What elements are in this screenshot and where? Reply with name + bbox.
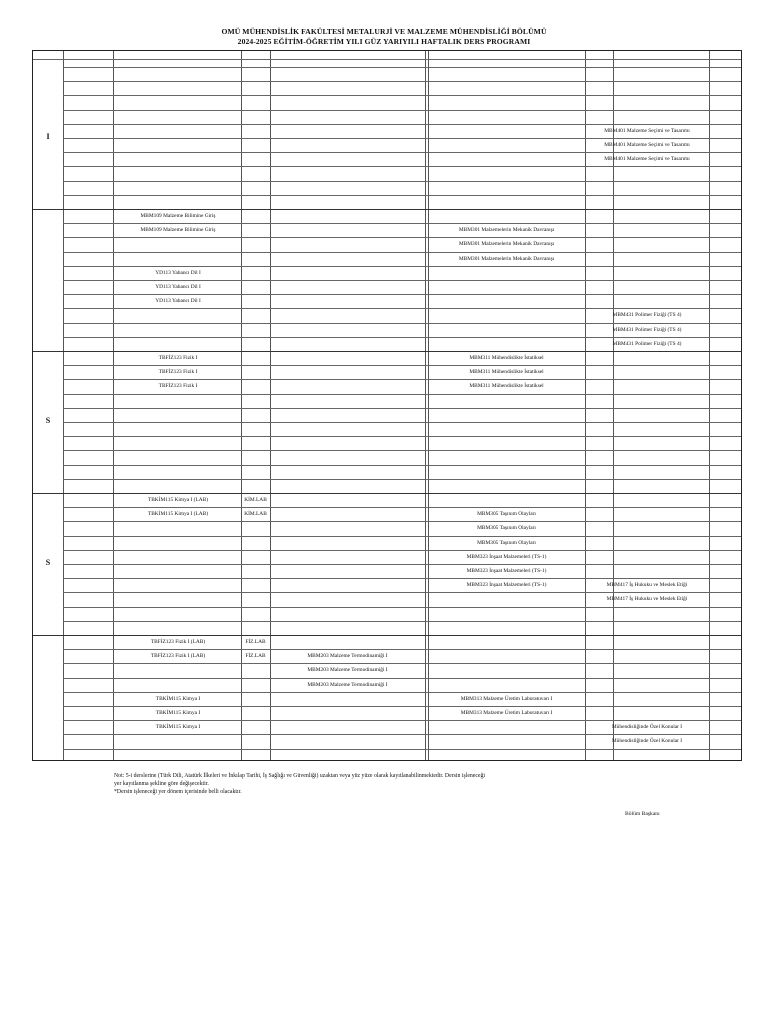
row-divider [63,521,741,522]
course-cell: TBKİM115 Kimya I [155,695,201,702]
course-cell: MBM305 Taşınım Olayları [477,525,536,532]
course-cell: MBM401 Malzeme Seçimi ve Tasarımı [604,127,690,134]
column-divider [113,51,114,760]
course-cell: MBM323 İnşaat Malzemeleri (TS-1) [466,582,547,589]
row-divider [63,81,741,82]
course-cell: YD113 Yabancı Dil I [155,269,201,276]
course-cell: MBM203 Malzeme Termodinamiği I [307,681,388,688]
notes [114,772,574,797]
row-divider [63,465,741,466]
note-line-3: *Dersin işleneceği yer dönem içerisinde belli olacaktır. [114,789,242,796]
column-divider [709,51,710,760]
course-cell: MBM401 Malzeme Seçimi ve Tasarımı [604,142,690,148]
row-divider [63,95,741,96]
column-divider [63,51,64,760]
course-cell: TBFİZ123 Fizik I (LAB) [150,639,206,645]
row-divider [63,436,741,437]
schedule-table [32,50,742,761]
course-cell: YD113 Yabancı Dil I [155,284,201,290]
column-divider [428,51,429,760]
course-cell: Mühendisliğinde Özel Konular I [611,738,683,745]
header-divider [33,59,741,60]
row-divider [63,450,741,451]
course-cell: KİM.LAB [244,511,267,518]
day-label: S [45,558,51,567]
course-cell: MBM417 İş Hukuku ve Meslek Etiği [606,596,688,603]
course-cell: MBM305 Taşınım Olayları [477,511,536,518]
course-cell: MBM313 Malzeme Üretim Laboratuvarı I [460,710,553,716]
row-divider [63,408,741,409]
row-divider [63,237,741,238]
course-cell: FİZ.LAB [245,639,266,645]
course-cell: Mühendisliğinde Özel Konular I [611,724,683,731]
course-cell: TBFİZ123 Fizik I [158,369,198,376]
row-divider [63,422,741,423]
course-cell: MBM431 Polimer Fiziği (TS 4) [612,326,682,333]
document-title: OMÜ MÜHENDİSLİK FAKÜLTESİ METALURJİ VE MALZEME MÜHENDİSLİĞİ BÖLÜMÜ [221,27,547,36]
course-cell: MBM323 İnşaat Malzemeleri (TS-1) [466,553,547,560]
course-cell: FİZ.LAB [245,653,266,660]
row-divider [63,110,741,111]
row-divider [63,550,741,551]
row-divider [63,166,741,167]
course-cell: TBKİM115 Kimya I (LAB) [147,511,209,518]
course-cell: TBKİM115 Kimya I [155,724,201,731]
course-cell: MBM301 Malzemelerin Mekanik Davranışı [458,227,555,234]
course-cell: MBM323 İnşaat Malzemeleri (TS-1) [466,568,547,574]
course-cell: MBM313 Malzeme Üretim Laboratuvarı I [460,695,553,702]
course-cell: TBFİZ123 Fizik I (LAB) [150,653,206,660]
course-cell: TBKİM115 Kimya I [155,710,201,716]
row-divider [63,479,741,480]
course-cell: MBM311 Mühendislikte İstatiksel [469,355,544,361]
row-divider [63,536,741,537]
course-cell: MBM109 Malzeme Bilimine Giriş [140,227,216,234]
note-line-1: Not: 5-i derslerine (Türk Dili, Atatürk İlkeleri ve İnkılap Tarihi, İş Sağlığı ve Güvenliği) uzaktan veya yüz yüze olarak kayıtlanabilinmektedir. Dersin işleneceği [114,773,486,779]
course-cell: TBKİM115 Kimya I (LAB) [147,497,209,503]
document-subtitle: 2024-2025 EĞİTİM-ÖĞRETİM YILI GÜZ YARIYILI HAFTALIK DERS PROGRAMI [237,37,531,46]
row-divider [63,749,741,750]
course-cell: MBM301 Malzemelerin Mekanik Davranışı [458,255,555,262]
course-cell: TBFİZ123 Fizik I [158,383,198,390]
course-cell: MBM431 Polimer Fiziği (TS 4) [612,312,682,319]
course-cell: MBM401 Malzeme Seçimi ve Tasarımı [604,156,690,163]
course-cell: MBM311 Mühendislikte İstatiksel [469,369,544,376]
course-cell: MBM203 Malzeme Termodinamiği I [307,653,388,660]
row-divider [63,607,741,608]
department-head-label: Bölüm Başkanı [625,811,660,817]
course-cell: MBM431 Polimer Fiziği (TS 4) [612,340,682,347]
row-divider [63,252,741,253]
course-cell: KİM.LAB [244,497,267,503]
row-divider [63,564,741,565]
course-cell: MBM305 Taşınım Olayları [477,539,536,546]
course-cell: MBM311 Mühendislikte İstatiksel [469,383,544,390]
course-cell: TBFİZ123 Fizik I [158,355,198,361]
column-divider [425,51,426,760]
row-divider [63,181,741,182]
row-divider [63,67,741,68]
row-divider [63,621,741,622]
course-cell: MBM203 Malzeme Termodinamiği I [307,667,388,674]
day-label: S [45,416,51,425]
day-label: I [46,132,50,141]
course-cell: MBM301 Malzemelerin Mekanik Davranışı [458,241,555,248]
row-divider [63,394,741,395]
note-line-2: yer kayıtlanma şekline göre değişecektir. [114,781,209,788]
row-divider [63,195,741,196]
course-cell: YD113 Yabancı Dil I [155,298,201,305]
course-cell: MBM109 Malzeme Bilimine Giriş [140,213,216,219]
course-cell: MBM417 İş Hukuku ve Meslek Etiği [606,582,688,589]
